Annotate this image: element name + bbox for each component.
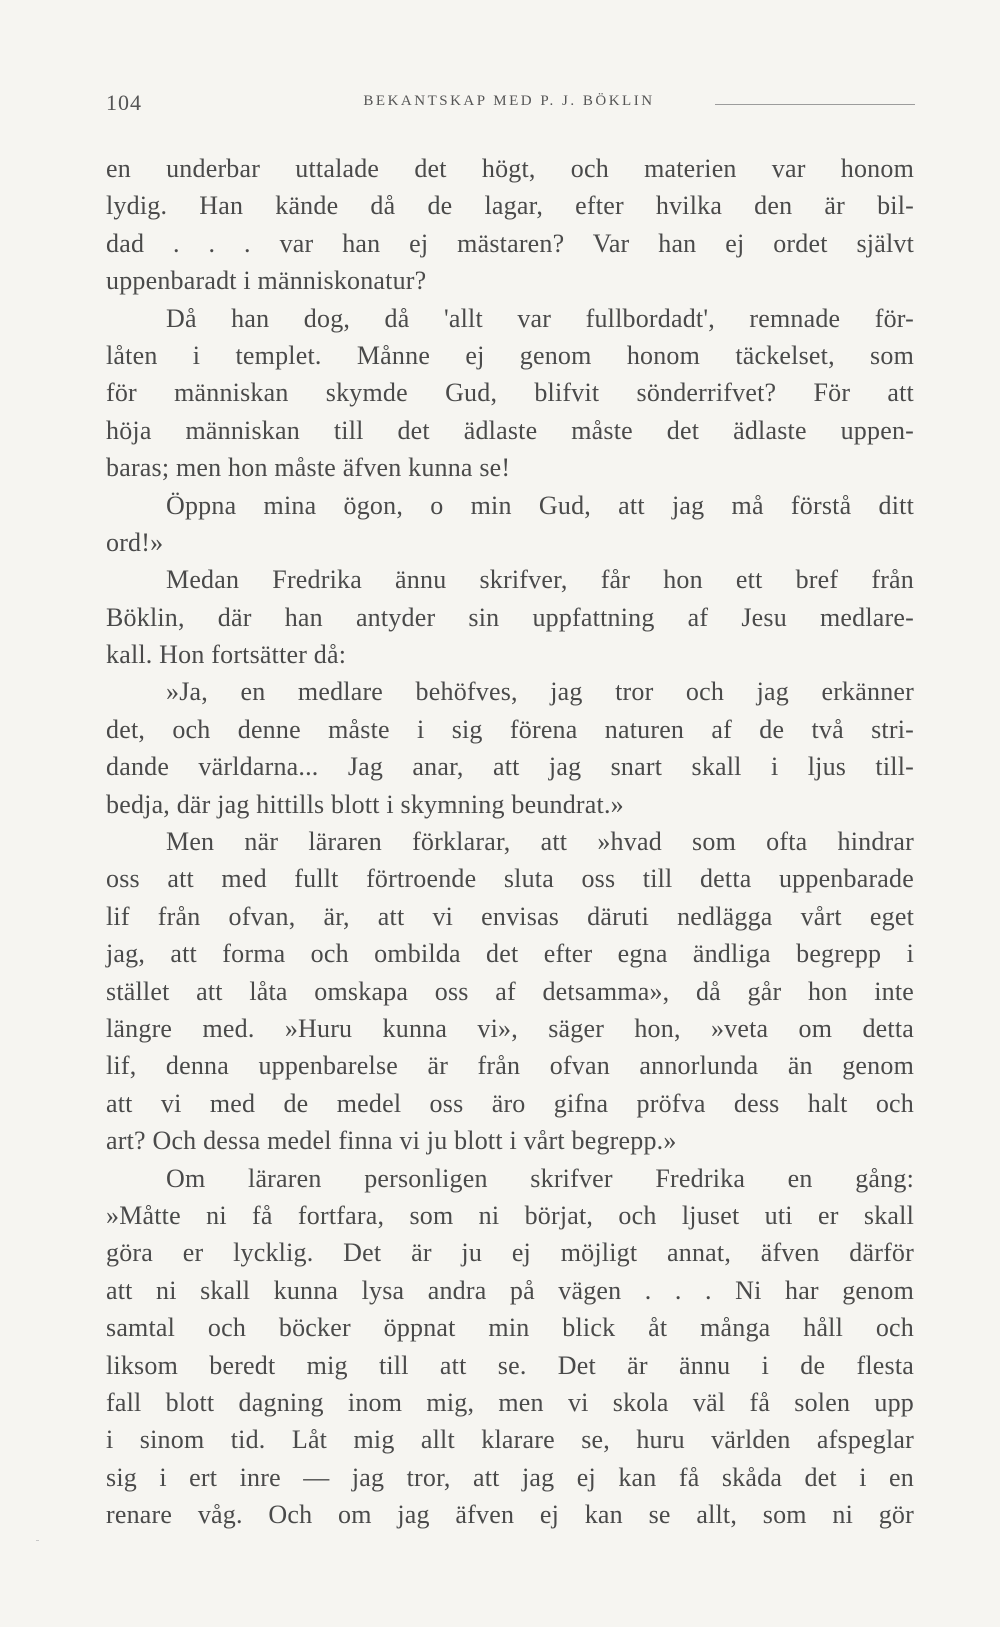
text-line: låten i templet. Månne ej genom honom täckelset, som <box>106 340 914 370</box>
text-line: ord!» <box>106 527 164 557</box>
page-number: 104 <box>106 90 142 115</box>
text-line: att vi med de medel oss äro gifna pröfva dess halt och <box>106 1088 914 1118</box>
text-line: »Ja, en medlare behöfves, jag tror och jag erkänner <box>166 677 914 707</box>
text-line: Om läraren personligen skrifver Fredrika en gång: <box>166 1163 914 1193</box>
text-line: längre med. »Huru kunna vi», säger hon, »veta om detta <box>106 1013 914 1043</box>
text-line: att ni skall kunna lysa andra på vägen . . . Ni har genom <box>106 1275 914 1305</box>
text-line: renare våg. Och om jag äfven ej kan se allt, som ni gör <box>106 1500 914 1530</box>
text-line: Då han dog, då 'allt var fullbordadt', remnade för- <box>166 303 914 333</box>
text-line: höja människan till det ädlaste måste det ädlaste uppen- <box>106 415 914 445</box>
text-line: fall blott dagning inom mig, men vi skola väl få solen upp <box>106 1387 914 1417</box>
text-line: Medan Fredrika ännu skrifver, får hon ett bref från <box>166 565 914 595</box>
text-line: kall. Hon fortsätter då: <box>106 640 347 670</box>
text-line: sig i ert inre — jag tror, att jag ej kan få skåda det i en <box>106 1462 914 1492</box>
text-line: baras; men hon måste äfven kunna se! <box>106 453 511 483</box>
running-head: BEKANTSKAP MED P. J. BÖKLIN <box>363 93 655 109</box>
text-line: art? Och dessa medel finna vi ju blott i vårt begrepp.» <box>106 1126 677 1156</box>
paper-speck <box>36 1540 39 1541</box>
text-line: oss att med fullt förtroende sluta oss till detta uppenbarade <box>106 864 914 894</box>
text-line: liksom beredt mig till att se. Det är ännu i de flesta <box>106 1350 914 1380</box>
text-line: Men när läraren förklarar, att »hvad som ofta hindrar <box>166 827 914 857</box>
text-line: det, och denne måste i sig förena naturen af de två stri- <box>106 714 914 744</box>
page-header <box>106 90 912 120</box>
text-line: lydig. Han kände då de lagar, efter hvilka den är bil- <box>106 191 914 221</box>
text-line: stället att låta omskapa oss af detsamma», då går hon inte <box>106 976 914 1006</box>
text-line: Öppna mina ögon, o min Gud, att jag må förstå ditt <box>166 490 914 520</box>
text-line: dad . . . var han ej mästaren? Var han ej ordet självt <box>106 228 914 258</box>
header-rule <box>715 104 915 105</box>
text-line: jag, att forma och ombilda det efter egna ändliga begrepp i <box>106 939 914 969</box>
text-line: lif från ofvan, är, att vi envisas däruti nedlägga vårt eget <box>106 901 914 931</box>
text-line: dande världarna... Jag anar, att jag snart skall i ljus till- <box>106 752 914 782</box>
text-line: för människan skymde Gud, blifvit sönderrifvet? För att <box>106 378 914 408</box>
text-line: uppenbaradt i människonatur? <box>106 266 427 296</box>
text-line: samtal och böcker öppnat min blick åt många håll och <box>106 1313 914 1343</box>
text-line: »Måtte ni få fortfara, som ni börjat, och ljuset uti er skall <box>106 1200 914 1230</box>
text-line: Böklin, där han antyder sin uppfattning af Jesu medlare- <box>106 602 914 632</box>
text-line: lif, denna uppenbarelse är från ofvan annorlunda än genom <box>106 1051 914 1081</box>
text-line: i sinom tid. Låt mig allt klarare se, huru världen afspeglar <box>106 1425 914 1455</box>
text-line: bedja, där jag hittills blott i skymning beundrat.» <box>106 789 624 819</box>
text-line: en underbar uttalade det högt, och materien var honom <box>106 154 914 183</box>
text-line: göra er lycklig. Det är ju ej möjligt annat, äfven därför <box>106 1238 914 1268</box>
body-text <box>106 150 914 1533</box>
